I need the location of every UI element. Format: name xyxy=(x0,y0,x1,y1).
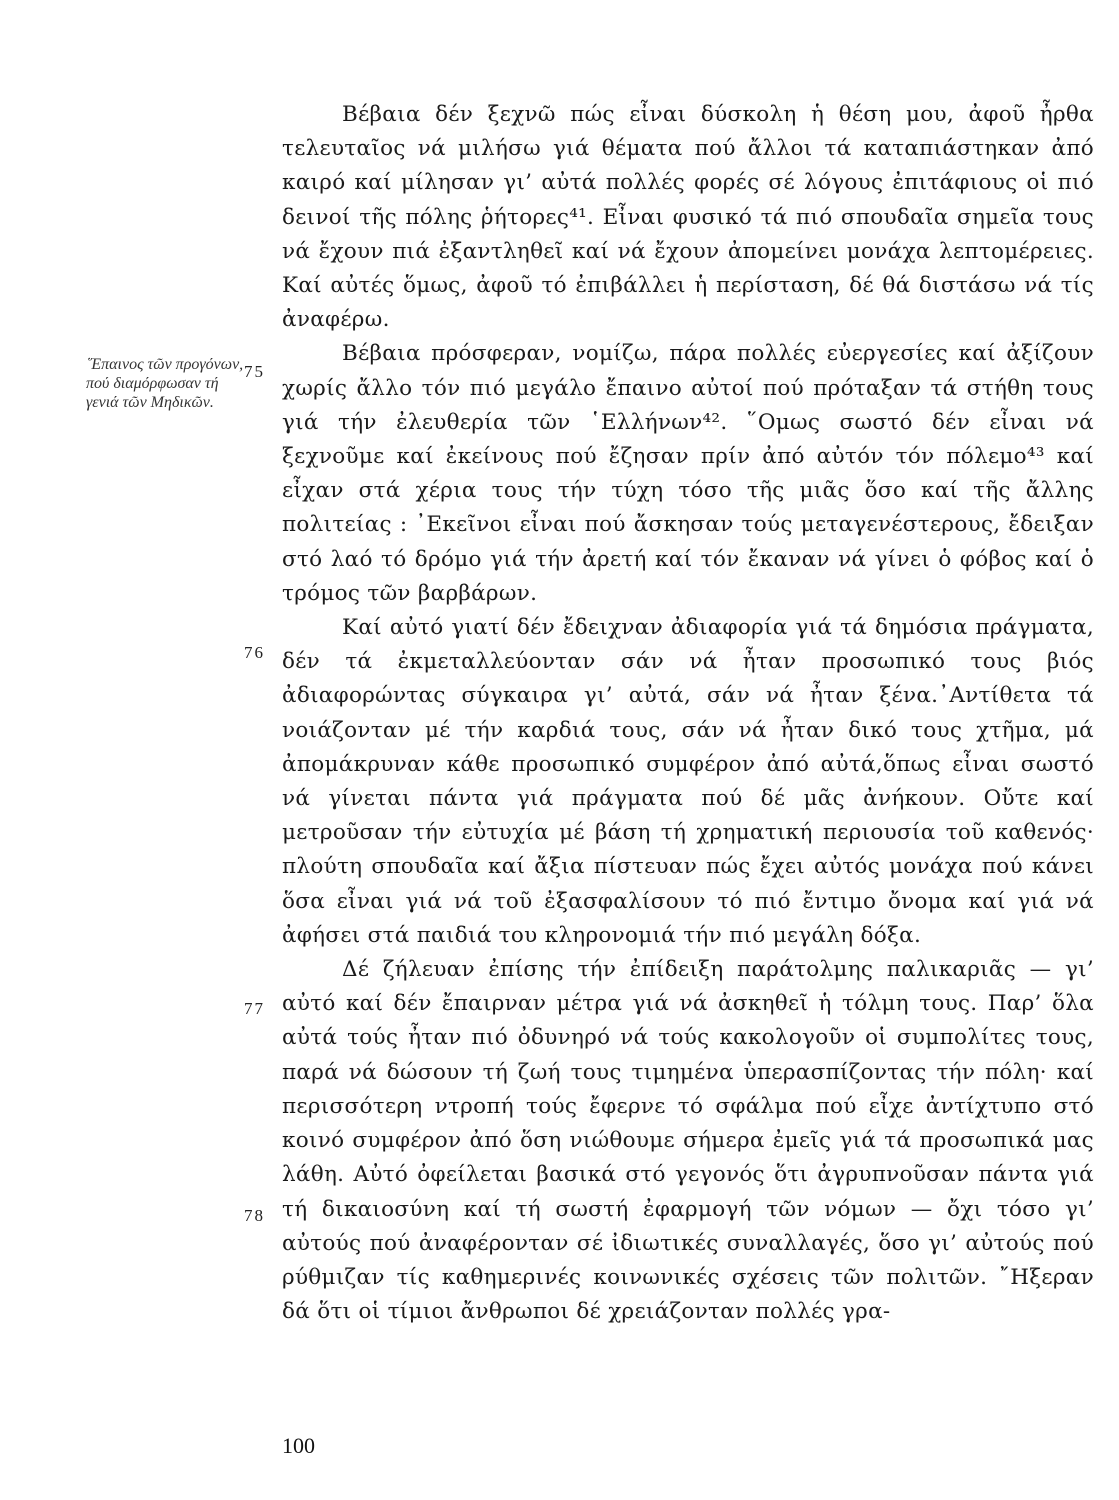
paragraph-number: 78 xyxy=(244,1206,265,1225)
paragraph-number: 76 xyxy=(244,643,265,662)
page-number: 100 xyxy=(282,1433,315,1458)
margin-note: ῞Επαινος τῶν προγόνων, πού διαμόρφωσαν τή γενιά τῶν Μηδικῶν. xyxy=(86,356,244,411)
paragraph: Καί αὐτό γιατί δέν ἔδειχναν ἀδιαφορία γιά τά δημόσια πράγματα, δέν τά ἐκμεταλλεύονταν σάν νά ἦταν προσωπικό τους βιός ἀδιαφορώντας σύγκαιρα γι’ αὐτά, σάν νά ἦταν ξένα.᾿Αντίθετα τά νοιάζονταν μέ τήν καρδιά τους, σάν νά ἦταν δικό τους χτῆμα, μά ἀπομάκρυναν κάθε προσωπικό συμφέρον ἀπό αὐτά,ὅπως εἶναι σωστό νά γίνεται πάντα γιά πράγματα πού δέ μᾶς ἀνήκουν. Οὔτε καί μετροῦσαν τήν εὐτυχία μέ βάση τή χρηματική περιουσία τοῦ καθενός· πλούτη σπουδαῖα καί ἄξια πίστευαν πώς ἔχει αὐτός μονάχα πού κάνει ὅσα εἶναι γιά νά τοῦ ἐξασφαλίσουν τό πιό ἔντιμο ὄνομα καί γιά νά ἀφήσει στά παιδιά του κληρονομιά τήν πιό μεγάλη δόξα. xyxy=(282,615,1094,948)
paragraph: Βέβαια δέν ξεχνῶ πώς εἶναι δύσκολη ἡ θέση μου, ἀφοῦ ἦρθα τελευταῖος νά μιλήσω γιά θέματα πού ἄλλοι τά καταπιάστηκαν ἀπό καιρό καί μίλησαν γι’ αὐτά πολλές φορές σέ λόγους ἐπιτάφιους οἱ πιό δεινοί τῆς πόλης ῥήτορες⁴¹. Εἶναι φυσικό τά πιό σπουδαῖα σημεῖα τους νά ἔχουν πιά ἐξαντληθεῖ καί νά ἔχουν ἀπομείνει μονάχα λεπτομέρειες. Καί αὐτές ὅμως, ἀφοῦ τό ἐπιβάλλει ἡ περίσταση, δέ θά διστάσω νά τίς ἀναφέρω. xyxy=(282,102,1094,333)
paragraph: Δέ ζήλευαν ἐπίσης τήν ἐπίδειξη παράτολμης παλικαριᾶς — γι’ αὐτό καί δέν ἔπαιρναν μέτρα γιά νά ἀσκηθεῖ ἡ τόλμη τους. Παρ’ ὅλα αὐτά τούς ἦταν πιό ὀδυνηρό νά τούς κακολογοῦν οἱ συμπολίτες τους, παρά νά δώσουν τή ζωή τους τιμημένα ὑπερασπίζοντας τήν πόλη· καί περισσότερη ντροπή τούς ἔφερνε τό σφάλμα πού εἶχε ἀντίχτυπο στό κοινό συμφέρον ἀπό ὅση νιώθουμε σήμερα ἐμεῖς γιά τά προσωπικά μας λάθη. Αὐτό ὀφείλεται βασικά στό γεγονός ὅτι ἀγρυπνοῦσαν πάντα γιά τή δικαιοσύνη καί τή σωστή ἐφαρμογή τῶν νόμων — ὄχι τόσο γι’ αὐτούς πού ἀναφέρονταν σέ ἰδιωτικές συναλλαγές, ὅσο γι’ αὐτούς πού ρύθμιζαν τίς καθημερινές κοινωνικές σχέσεις τῶν πολιτῶν. ῎Ηξεραν δά ὅτι οἱ τίμιοι ἄνθρωποι δέ χρειάζονταν πολλές γρα- xyxy=(282,957,1094,1325)
paragraph-number: 77 xyxy=(244,999,265,1018)
body-text xyxy=(282,98,1094,1329)
paragraph-number: 75 xyxy=(244,362,265,381)
paragraph: Βέβαια πρόσφεραν, νομίζω, πάρα πολλές εὐεργεσίες καί ἀξίζουν χωρίς ἄλλο τόν πιό μεγάλο ἔπαινο αὐτοί πού πρόταξαν τά στήθη τους γιά τήν ἐλευθερία τῶν ῾Ελλήνων⁴². ῞Ομως σωστό δέν εἶναι νά ξεχνοῦμε καί ἐκείνους πού ἔζησαν πρίν ἀπό αὐτόν τόν πόλεμο⁴³ καί εἶχαν στά χέρια τους τήν τύχη τόσο τῆς μιᾶς ὅσο καί τῆς ἄλλης πολιτείας : ᾿Εκεῖνοι εἶναι πού ἄσκησαν τούς μεταγενέστερους, ἔδειξαν στό λαό τό δρόμο γιά τήν ἀρετή καί τόν ἔκαναν νά γίνει ὁ φόβος καί ὁ τρόμος τῶν βαρβάρων. xyxy=(282,341,1094,606)
